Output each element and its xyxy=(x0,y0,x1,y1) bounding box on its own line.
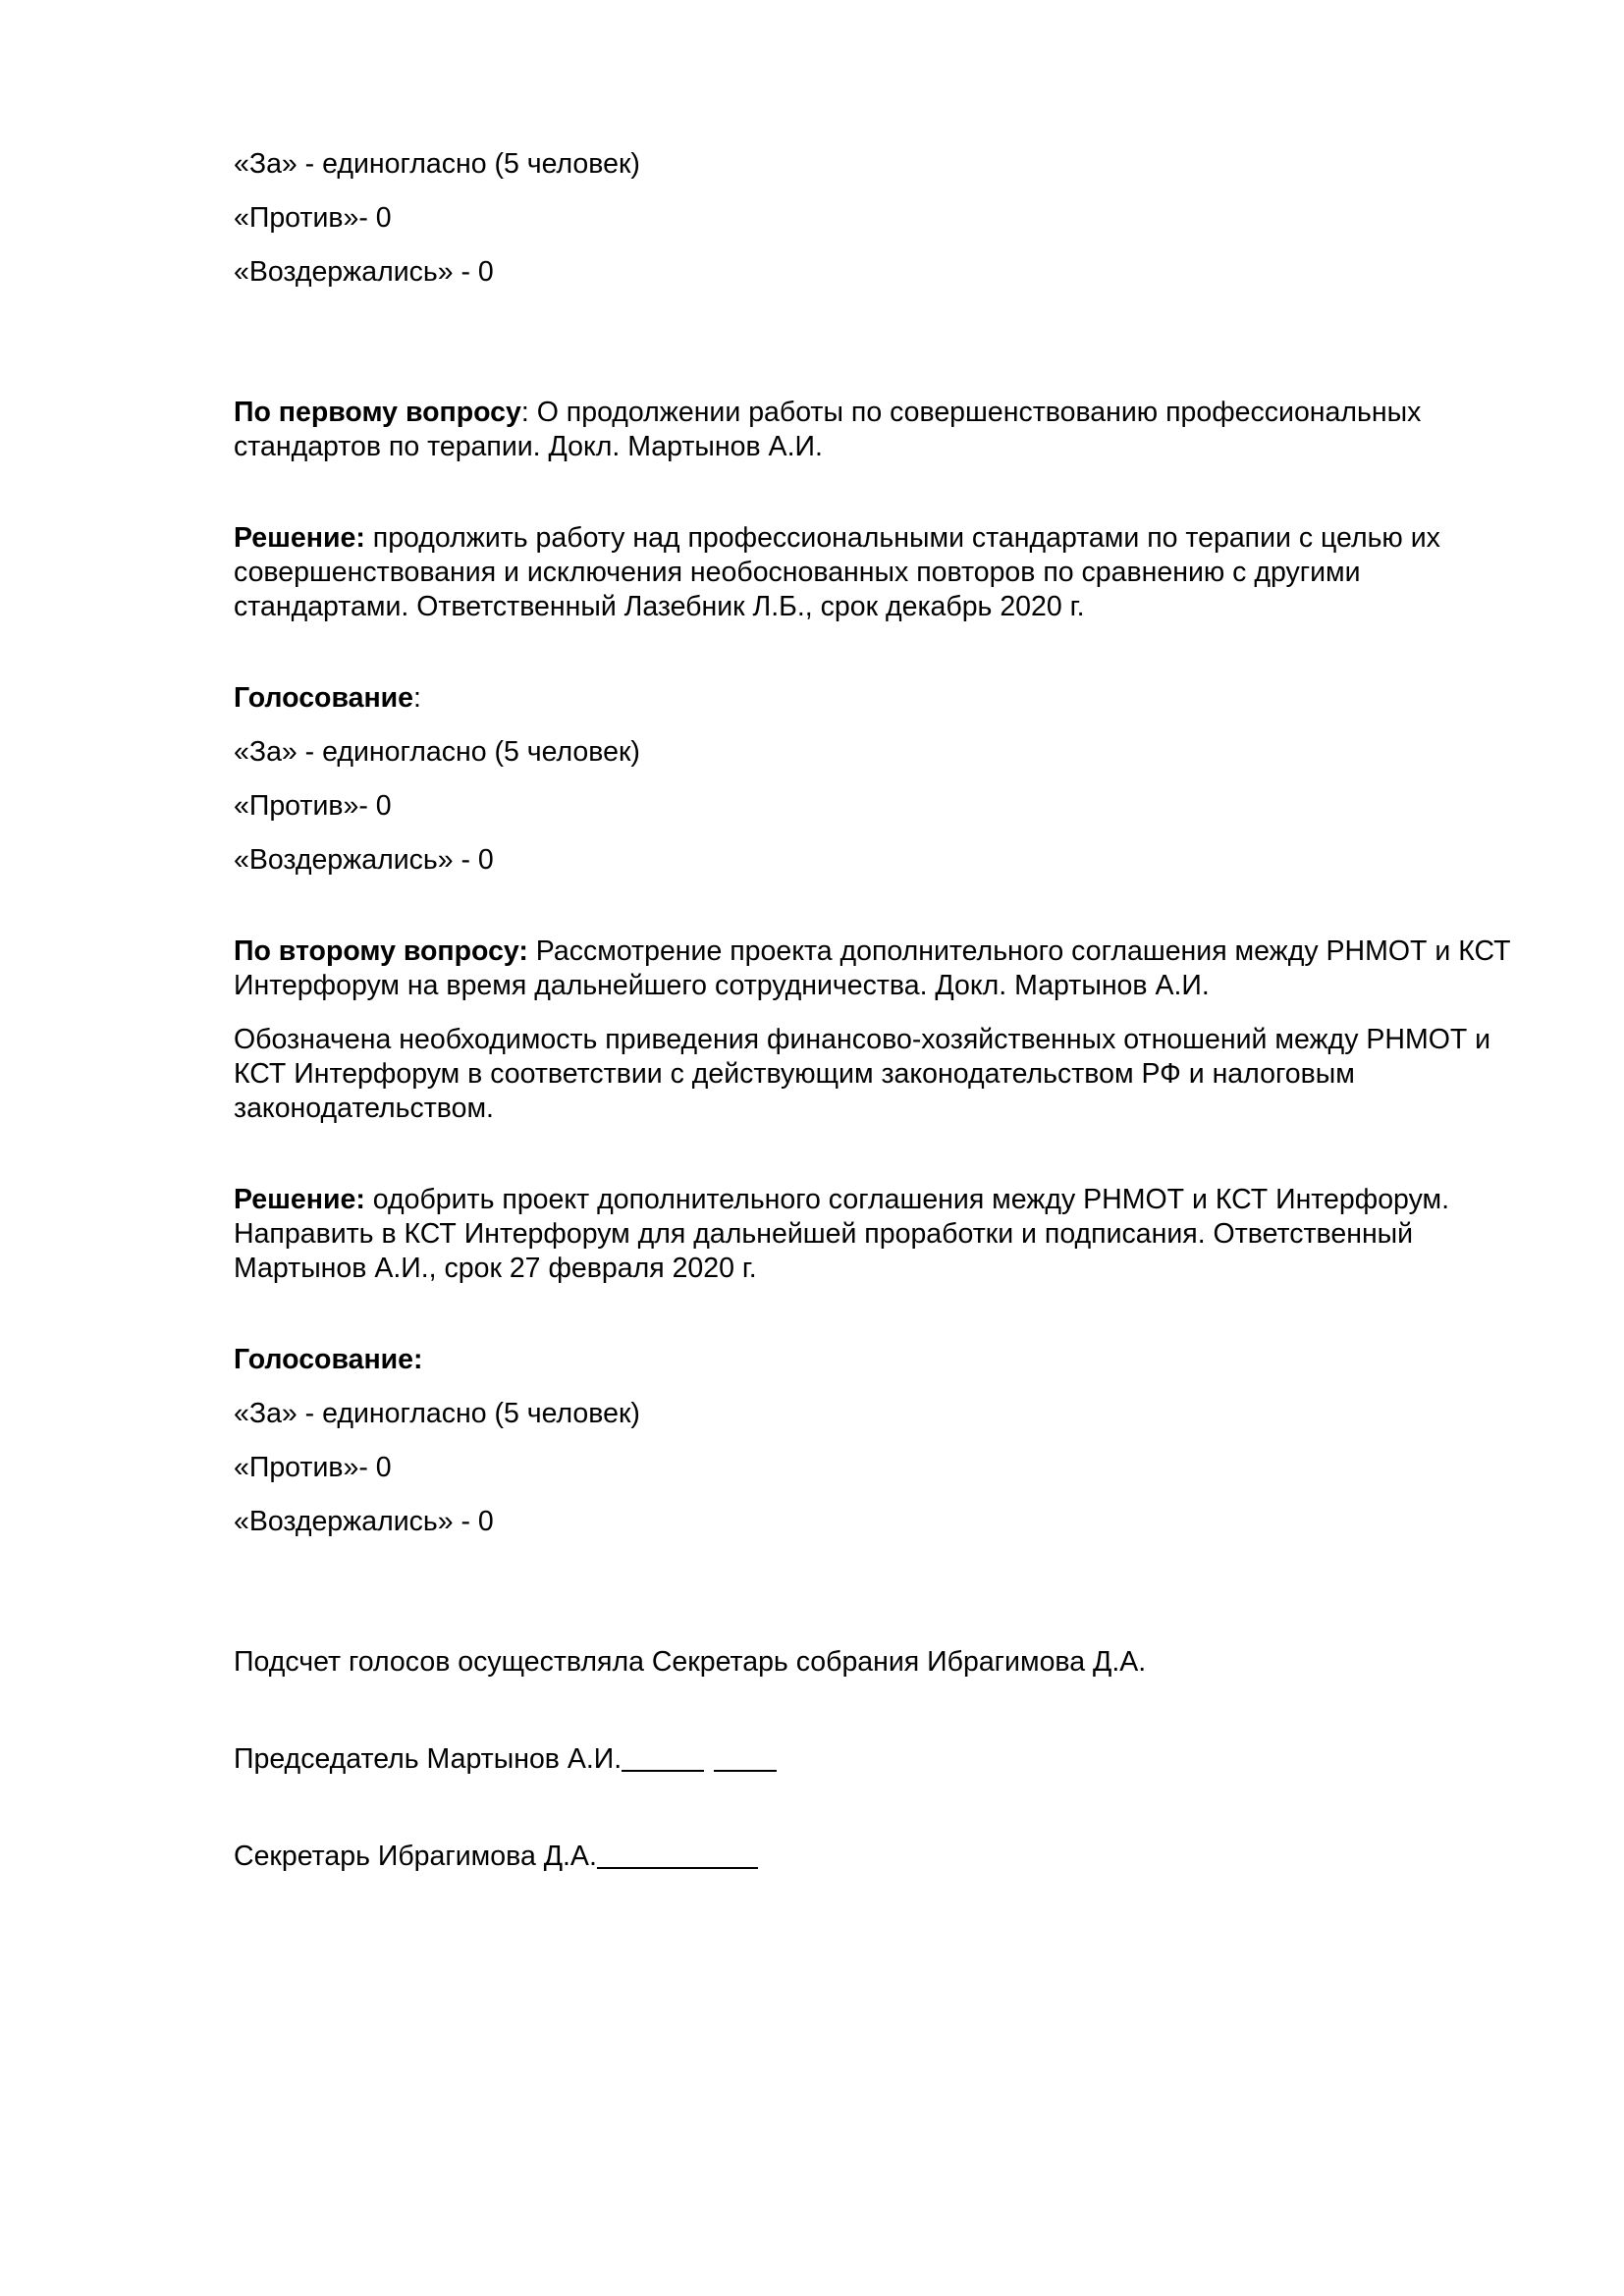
decision-2-text: одобрить проект дополнительного соглашения между РНМОТ и КСТ Интерфорум. Направить в КСТ Интерфорум для дальнейшей проработки и подписания. Ответственный Мартынов А.И., срок 27 февраля 2020 г. xyxy=(234,1184,1450,1284)
voting-1-colon: : xyxy=(413,682,421,714)
decision-1-label: Решение: xyxy=(234,522,365,554)
question-1-label: По первому вопросу xyxy=(234,397,521,428)
chairman-label: Председатель Мартынов А.И. xyxy=(234,1743,623,1775)
voting-2-heading xyxy=(234,1343,1530,1377)
document-body xyxy=(234,147,1530,1874)
question-1-paragraph xyxy=(234,396,1530,464)
vote-abstained: «Воздержались» - 0 xyxy=(234,256,494,288)
vote-2-abstained: «Воздержались» - 0 xyxy=(234,1506,494,1537)
question-2-label: По второму вопросу: xyxy=(234,935,528,967)
signature-blank xyxy=(714,1746,777,1772)
voting-2-label: Голосование: xyxy=(234,1344,423,1375)
secretary-label: Секретарь Ибрагимова Д.А. xyxy=(234,1841,597,1872)
decision-1-text: продолжить работу над профессиональными стандартами по терапии с целью их совершенствования и исключения необоснованных повторов по сравнению с другими стандартами. Ответственный Лазебник Л.Б., срок декабрь 2020 г. xyxy=(234,522,1440,622)
question-2-note: Обозначена необходимость приведения финансово-хозяйственных отношений между РНМОТ и КСТ Интерфорум в соответствии с действующим законодательством РФ и налоговым законодательством. xyxy=(234,1024,1491,1124)
decision-1-paragraph xyxy=(234,521,1530,624)
decision-2-label: Решение: xyxy=(234,1184,365,1215)
vote-for: «За» - единогласно (5 человек) xyxy=(234,148,640,180)
question-1-colon: : xyxy=(520,397,529,428)
vote-count-note: Подсчет голосов осуществляла Секретарь собрания Ибрагимова Д.А. xyxy=(234,1646,1147,1678)
chairman-signature-line xyxy=(234,1742,1530,1777)
vote-2-for: «За» - единогласно (5 человек) xyxy=(234,1398,640,1429)
vote-against: «Против»- 0 xyxy=(234,202,392,234)
question-2-text: Рассмотрение проекта дополнительного соглашения между РНМОТ и КСТ Интерфорум на время дальнейшего сотрудничества. Докл. Мартынов А.И. xyxy=(234,935,1511,1001)
secretary-signature-line xyxy=(234,1840,1530,1874)
question-2-paragraph xyxy=(234,934,1530,1003)
question-1-text: О продолжении работы по совершенствованию профессиональных стандартов по терапии. Докл. Мартынов А.И. xyxy=(234,397,1422,462)
signature-blank xyxy=(597,1843,758,1869)
vote-1-against: «Против»- 0 xyxy=(234,790,392,822)
voting-1-label: Голосование xyxy=(234,682,414,714)
voting-1-heading xyxy=(234,681,1530,716)
decision-2-paragraph xyxy=(234,1183,1530,1286)
signature-blank xyxy=(622,1746,704,1772)
vote-1-for: «За» - единогласно (5 человек) xyxy=(234,736,640,768)
vote-2-against: «Против»- 0 xyxy=(234,1452,392,1483)
vote-1-abstained: «Воздержались» - 0 xyxy=(234,844,494,876)
